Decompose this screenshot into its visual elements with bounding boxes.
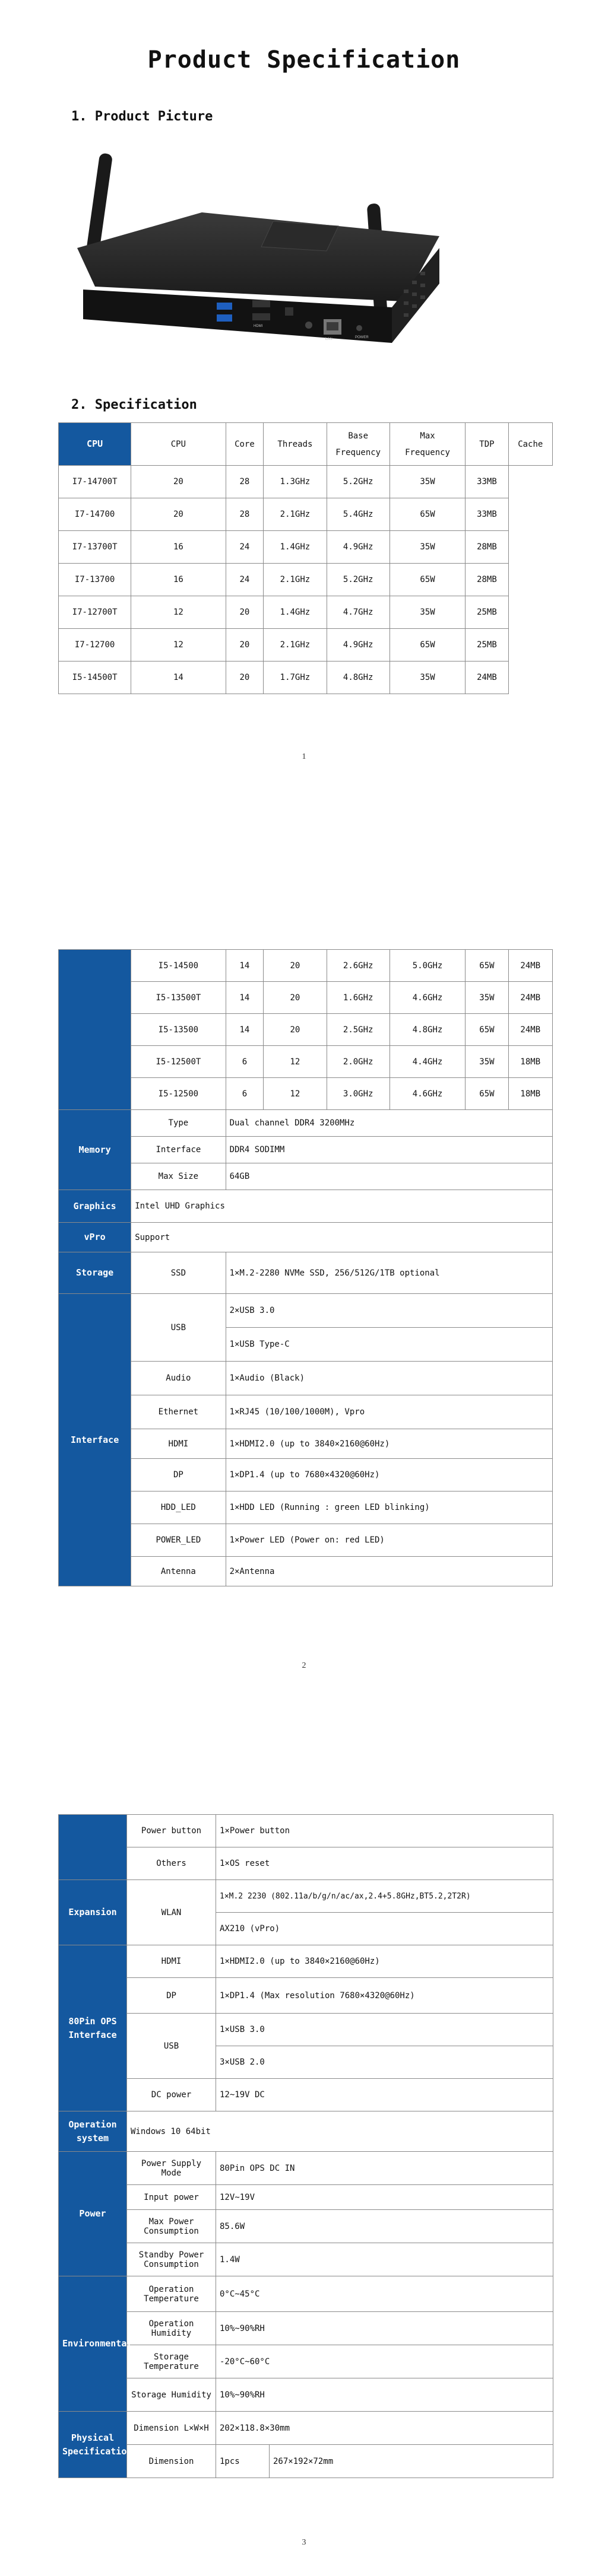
header-cpu: CPU: [131, 423, 226, 466]
cpu-cell: 6: [226, 1078, 264, 1110]
cpu-cell: I7-13700T: [59, 531, 131, 564]
os-value: Windows 10 64bit: [127, 2111, 553, 2152]
cpu-rows-page2: [59, 950, 553, 1110]
cpu-cell: 24MB: [466, 662, 508, 694]
cpu-cell: 1.3GHz: [264, 466, 327, 498]
cpu-row: [59, 629, 553, 662]
page-title: Product Specification: [147, 46, 461, 74]
spec-table-page2: [58, 949, 553, 1586]
cpu-cell: 14: [226, 1014, 264, 1046]
ops-dp-label: DP: [127, 1978, 216, 2014]
interface-audio-value: 1×Audio (Black): [226, 1362, 552, 1395]
cpu-cell: I5-13500: [131, 1014, 226, 1046]
interface-dp-label: DP: [131, 1459, 226, 1491]
cpu-cell: 12: [131, 596, 226, 629]
others-label: Others: [127, 1847, 216, 1880]
category-cpu-continued: [59, 950, 131, 1110]
cpu-cell: I5-12500: [131, 1078, 226, 1110]
memory-max-value: 64GB: [226, 1163, 552, 1190]
cpu-cell: 6: [226, 1046, 264, 1078]
cpu-cell: 20: [264, 1014, 327, 1046]
cpu-row: [59, 1046, 553, 1078]
cpu-cell: 12: [264, 1078, 327, 1110]
product-image: [59, 147, 451, 376]
cpu-cell: 65W: [390, 498, 466, 531]
wlan-value-2: AX210 (vPro): [216, 1913, 553, 1945]
storage-temp-value: -20°C~60°C: [216, 2345, 553, 2378]
cpu-cell: 12: [264, 1046, 327, 1078]
storage-temp-label: Storage Temperature: [127, 2345, 216, 2378]
cpu-cell: 16: [131, 531, 226, 564]
cpu-cell: I5-14500: [131, 950, 226, 982]
input-power-label: Input power: [127, 2185, 216, 2210]
cpu-cell: 24: [226, 531, 264, 564]
cpu-cell: 1.6GHz: [327, 982, 390, 1014]
cpu-cell: 5.2GHz: [327, 466, 390, 498]
op-temp-label: Operation Temperature: [127, 2276, 216, 2312]
section-heading-specification: 2. Specification: [71, 397, 197, 412]
cpu-cell: 65W: [390, 564, 466, 596]
cpu-cell: I7-12700: [59, 629, 131, 662]
cpu-cell: 3.0GHz: [327, 1078, 390, 1110]
page-number-1: 1: [302, 752, 306, 761]
cpu-cell: I5-14500T: [59, 662, 131, 694]
interface-usb-label: USB: [131, 1294, 226, 1362]
cpu-row: [59, 982, 553, 1014]
cpu-cell: 20: [226, 629, 264, 662]
interface-antenna-value: 2×Antenna: [226, 1557, 552, 1586]
cpu-cell: 4.7GHz: [327, 596, 390, 629]
cpu-cell: 4.4GHz: [390, 1046, 466, 1078]
dimension-package-label: Dimension: [127, 2445, 216, 2478]
cpu-cell: 35W: [390, 662, 466, 694]
op-humidity-label: Operation Humidity: [127, 2312, 216, 2345]
cpu-row: [59, 662, 553, 694]
storage-ssd-label: SSD: [131, 1252, 226, 1294]
max-power-value: 85.6W: [216, 2210, 553, 2243]
cpu-cell: 35W: [390, 596, 466, 629]
cpu-cell: 18MB: [508, 1078, 552, 1110]
header-tdp: TDP: [466, 423, 508, 466]
ops-usb-value-2: 3×USB 2.0: [216, 2046, 553, 2079]
interface-ethernet-value: 1×RJ45 (10/100/1000M), Vpro: [226, 1395, 552, 1429]
cpu-cell: 33MB: [466, 466, 508, 498]
cpu-cell: 20: [264, 982, 327, 1014]
standby-power-value: 1.4W: [216, 2243, 553, 2276]
header-base-frequency: Base Frequency: [327, 423, 390, 466]
wlan-label: WLAN: [127, 1880, 216, 1945]
cpu-cell: 5.4GHz: [327, 498, 390, 531]
cpu-cell: 24: [226, 564, 264, 596]
interface-hdd-led-label: HDD_LED: [131, 1491, 226, 1524]
cpu-cell: 14: [226, 950, 264, 982]
power-button-label: Power button: [127, 1815, 216, 1847]
ops-usb-label: USB: [127, 2014, 216, 2079]
cpu-cell: 1.7GHz: [264, 662, 327, 694]
cpu-cell: 28MB: [466, 531, 508, 564]
cpu-cell: 12: [131, 629, 226, 662]
category-expansion: Expansion: [59, 1880, 127, 1945]
vpro-value: Support: [131, 1223, 553, 1252]
cpu-row: [59, 596, 553, 629]
cpu-row: [59, 950, 553, 982]
category-misc: [59, 1815, 127, 1880]
cpu-cell: I7-14700: [59, 498, 131, 531]
cpu-cell: 35W: [390, 466, 466, 498]
spec-table-page3: [58, 1814, 553, 2478]
cpu-cell: 2.1GHz: [264, 564, 327, 596]
cpu-cell: 28MB: [466, 564, 508, 596]
interface-ethernet-label: Ethernet: [131, 1395, 226, 1429]
cpu-cell: 1.4GHz: [264, 596, 327, 629]
cpu-cell: 35W: [466, 1046, 508, 1078]
cpu-row: [59, 531, 553, 564]
op-humidity-value: 10%~90%RH: [216, 2312, 553, 2345]
ops-hdmi-value: 1×HDMI2.0 (up to 3840×2160@60Hz): [216, 1945, 553, 1978]
cpu-cell: 25MB: [466, 596, 508, 629]
cpu-cell: 25MB: [466, 629, 508, 662]
cpu-cell: 5.0GHz: [390, 950, 466, 982]
interface-hdmi-value: 1×HDMI2.0 (up to 3840×2160@60Hz): [226, 1429, 552, 1459]
cpu-cell: 65W: [466, 1014, 508, 1046]
cpu-cell: 28: [226, 498, 264, 531]
cpu-cell: 4.6GHz: [390, 1078, 466, 1110]
ops-hdmi-label: HDMI: [127, 1945, 216, 1978]
cpu-cell: 35W: [390, 531, 466, 564]
power-port-label: POWER: [355, 336, 369, 339]
cpu-cell: 2.0GHz: [327, 1046, 390, 1078]
ops-dc-value: 12~19V DC: [216, 2079, 553, 2111]
ops-dp-value: 1×DP1.4 (Max resolution 7680×4320@60Hz): [216, 1978, 553, 2014]
hdmi-port-label: HDMI: [254, 325, 263, 328]
memory-interface-value: DDR4 SODIMM: [226, 1137, 552, 1163]
cpu-cell: 65W: [466, 1078, 508, 1110]
cpu-cell: 2.1GHz: [264, 498, 327, 531]
header-max-frequency: Max Frequency: [390, 423, 466, 466]
category-power: Power: [59, 2152, 127, 2276]
cpu-cell: I7-14700T: [59, 466, 131, 498]
cpu-cell: 65W: [466, 950, 508, 982]
cpu-cell: I7-13700: [59, 564, 131, 596]
cpu-cell: 4.8GHz: [327, 662, 390, 694]
cpu-cell: I5-12500T: [131, 1046, 226, 1078]
max-power-label: Max Power Consumption: [127, 2210, 216, 2243]
category-physical: Physical Specifications: [59, 2412, 127, 2478]
memory-max-label: Max Size: [131, 1163, 226, 1190]
wlan-value-1: 1×M.2 2230 (802.11a/b/g/n/ac/ax,2.4+5.8GHz,BT5.2,2T2R): [216, 1880, 553, 1913]
cpu-cell: 24MB: [508, 982, 552, 1014]
category-environmental: Environmental: [59, 2276, 127, 2412]
dimension-lwh-label: Dimension L×W×H: [127, 2412, 216, 2445]
cpu-cell: 28: [226, 466, 264, 498]
cpu-cell: 4.6GHz: [390, 982, 466, 1014]
interface-power-led-label: POWER_LED: [131, 1524, 226, 1557]
interface-dp-value: 1×DP1.4 (up to 7680×4320@60Hz): [226, 1459, 552, 1491]
interface-hdd-led-value: 1×HDD LED (Running : green LED blinking): [226, 1491, 552, 1524]
cpu-cell: 20: [131, 466, 226, 498]
interface-hdmi-label: HDMI: [131, 1429, 226, 1459]
cpu-cell: 2.5GHz: [327, 1014, 390, 1046]
dimension-package-qty: 1pcs: [216, 2445, 270, 2478]
category-interface: Interface: [59, 1294, 131, 1586]
input-power-value: 12V~19V: [216, 2185, 553, 2210]
ops-usb-value-1: 1×USB 3.0: [216, 2014, 553, 2046]
power-mode-value: 80Pin OPS DC IN: [216, 2152, 553, 2185]
cpu-cell: 1.4GHz: [264, 531, 327, 564]
cpu-cell: 20: [131, 498, 226, 531]
cpu-cell: I5-13500T: [131, 982, 226, 1014]
header-threads: Threads: [264, 423, 327, 466]
memory-interface-label: Interface: [131, 1137, 226, 1163]
interface-power-led-value: 1×Power LED (Power on: red LED): [226, 1524, 552, 1557]
storage-humidity-value: 10%~90%RH: [216, 2378, 553, 2412]
others-value: 1×OS reset: [216, 1847, 553, 1880]
cpu-cell: 24MB: [508, 1014, 552, 1046]
graphics-value: Intel UHD Graphics: [131, 1190, 553, 1223]
ops-dc-label: DC power: [127, 2079, 216, 2111]
cpu-row: [59, 498, 553, 531]
storage-humidity-label: Storage Humidity: [127, 2378, 216, 2412]
cpu-row: [59, 1078, 553, 1110]
power-button-value: 1×Power button: [216, 1815, 553, 1847]
interface-usb-value-2: 1×USB Type-C: [226, 1328, 552, 1362]
category-vpro: vPro: [59, 1223, 131, 1252]
cpu-cell: 24MB: [508, 950, 552, 982]
cpu-cell: 5.2GHz: [327, 564, 390, 596]
header-core: Core: [226, 423, 264, 466]
memory-type-label: Type: [131, 1110, 226, 1137]
power-mode-label: Power Supply Mode: [127, 2152, 216, 2185]
cpu-cell: 2.6GHz: [327, 950, 390, 982]
category-storage: Storage: [59, 1252, 131, 1294]
interface-usb-value-1: 2×USB 3.0: [226, 1294, 552, 1328]
cpu-cell: 18MB: [508, 1046, 552, 1078]
header-cache: Cache: [508, 423, 552, 466]
cpu-cell: 65W: [390, 629, 466, 662]
cpu-cell: 16: [131, 564, 226, 596]
cpu-rows-page1: [59, 466, 553, 694]
lan-port-label: LAN: [325, 338, 332, 341]
cpu-cell: 20: [226, 596, 264, 629]
interface-antenna-label: Antenna: [131, 1557, 226, 1586]
category-graphics: Graphics: [59, 1190, 131, 1223]
page-number-2: 2: [302, 1661, 306, 1670]
cpu-cell: 20: [264, 950, 327, 982]
cpu-row: [59, 466, 553, 498]
cpu-cell: 4.8GHz: [390, 1014, 466, 1046]
cpu-cell: 14: [226, 982, 264, 1014]
storage-ssd-value: 1×M.2-2280 NVMe SSD, 256/512G/1TB optional: [226, 1252, 552, 1294]
op-temp-value: 0°C~45°C: [216, 2276, 553, 2312]
dimension-package-value: 267×192×72mm: [270, 2445, 553, 2478]
dimension-lwh-value: 202×118.8×30mm: [216, 2412, 553, 2445]
memory-type-value: Dual channel DDR4 3200MHz: [226, 1110, 552, 1137]
category-cpu: CPU: [59, 423, 131, 466]
interface-audio-label: Audio: [131, 1362, 226, 1395]
category-ops-interface: 80Pin OPS Interface: [59, 1945, 127, 2111]
cpu-cell: 4.9GHz: [327, 531, 390, 564]
cpu-table-page1: [58, 422, 553, 694]
cpu-cell: 20: [226, 662, 264, 694]
category-memory: Memory: [59, 1110, 131, 1190]
cpu-cell: 4.9GHz: [327, 629, 390, 662]
cpu-cell: 33MB: [466, 498, 508, 531]
cpu-cell: 35W: [466, 982, 508, 1014]
standby-power-label: Standby Power Consumption: [127, 2243, 216, 2276]
cpu-row: [59, 564, 553, 596]
cpu-cell: 2.1GHz: [264, 629, 327, 662]
page-number-3: 3: [302, 2538, 306, 2547]
section-heading-picture: 1. Product Picture: [71, 109, 213, 124]
category-os: Operation system: [59, 2111, 127, 2152]
cpu-cell: 14: [131, 662, 226, 694]
cpu-cell: I7-12700T: [59, 596, 131, 629]
cpu-row: [59, 1014, 553, 1046]
